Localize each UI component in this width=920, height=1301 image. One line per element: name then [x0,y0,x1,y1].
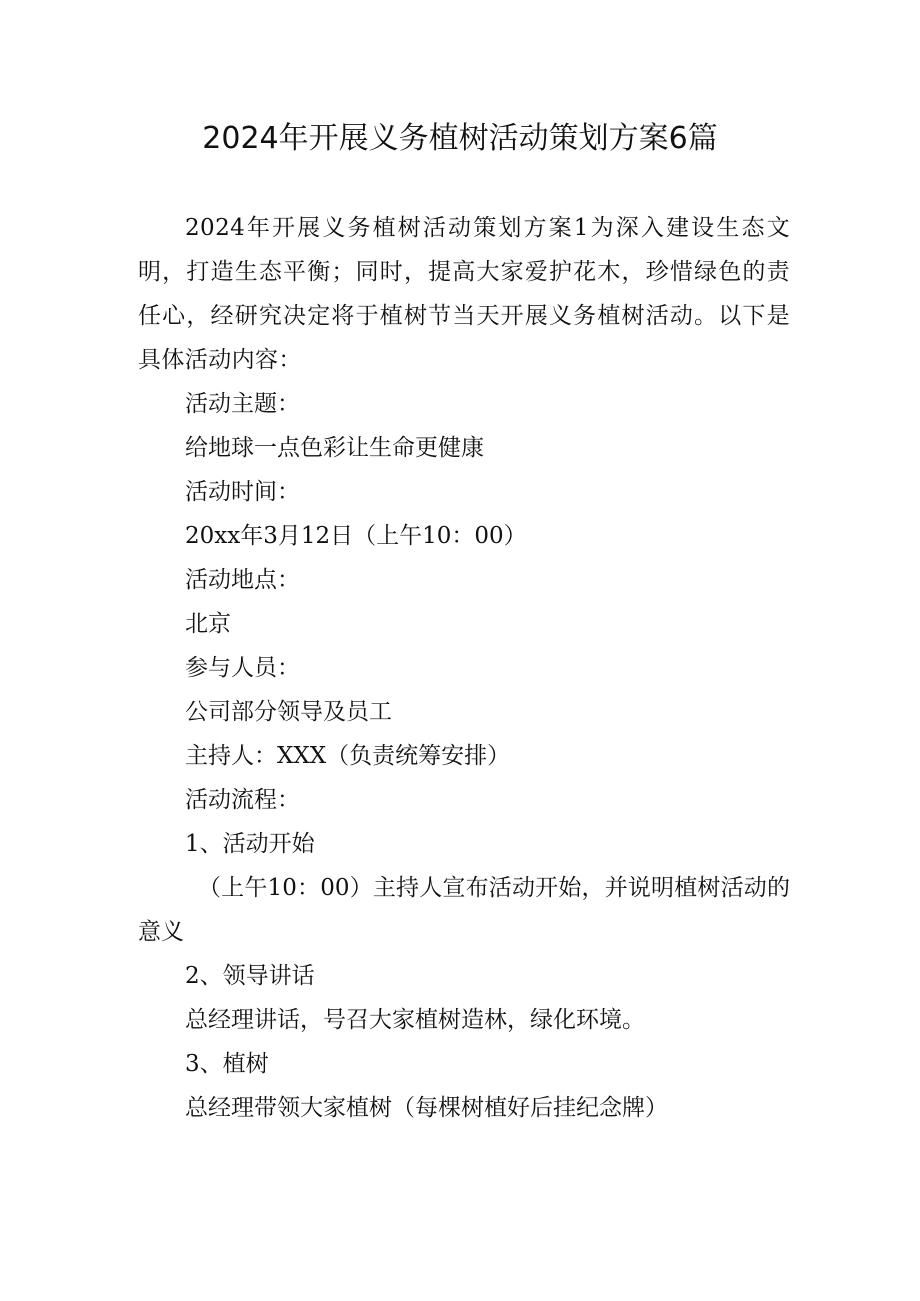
step-3-heading: 3、植树 [185,1051,269,1077]
participants-heading: 参与人员： [185,655,300,681]
step-1-text: （上午10：00）主持人宣布活动开始，并说明植树活动的意义 [138,875,790,945]
process-heading: 活动流程： [185,787,300,813]
step-2-heading: 2、领导讲话 [185,963,315,989]
location-heading: 活动地点： [185,567,300,593]
step-3-text: 总经理带领大家植树（每棵树植好后挂纪念牌） [185,1095,668,1121]
theme-heading: 活动主题： [185,391,300,417]
theme-text: 给地球一点色彩让生命更健康 [185,435,484,461]
time-heading: 活动时间： [185,479,300,505]
location-text: 北京 [185,611,231,637]
step-2-text: 总经理讲话，号召大家植树造林，绿化环境。 [185,1007,645,1033]
document-body [138,206,790,1130]
participants-text: 公司部分领导及员工 [185,699,392,725]
host-text: 主持人：XXX（负责统筹安排） [185,743,511,769]
step-1-heading: 1、活动开始 [185,831,315,857]
time-text: 20xx年3月12日（上午10：00） [185,523,527,549]
intro-paragraph: 2024年开展义务植树活动策划方案1为深入建设生态文明，打造生态平衡；同时，提高大家爱护花木，珍惜绿色的责任心，经研究决定将于植树节当天开展义务植树活动。以下是具体活动内容： [138,215,790,373]
document-title: 2024年开展义务植树活动策划方案6篇 [202,121,718,156]
